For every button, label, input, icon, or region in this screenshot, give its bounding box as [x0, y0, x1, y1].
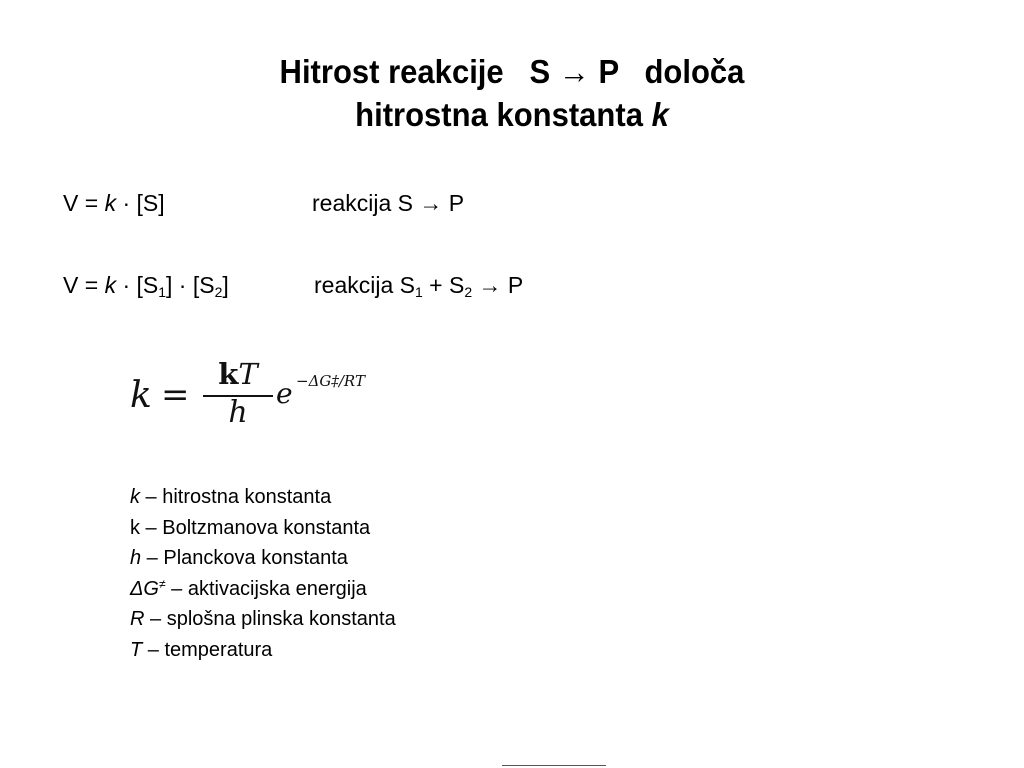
legend-symbol: h	[130, 547, 142, 569]
exponential-base: e	[276, 377, 293, 410]
subscript: 2	[464, 284, 473, 300]
legend-item	[130, 482, 396, 513]
formula-denominator: h	[228, 395, 248, 430]
temperature-symbol: T	[238, 357, 258, 391]
legend-symbol: ΔG	[130, 577, 159, 600]
legend-superscript: ≠	[158, 576, 166, 591]
title-rate-constant-symbol: k	[651, 96, 669, 133]
formula-numerator	[202, 357, 274, 391]
rate-equation-lhs	[63, 270, 229, 300]
boltzmann-symbol: k	[218, 357, 239, 391]
legend-symbol: k	[130, 516, 140, 539]
substrate-concentration: · [S]	[116, 190, 165, 216]
legend-item	[130, 635, 396, 666]
legend-symbol: R	[130, 608, 145, 630]
legend-description: – Boltzmanova konstanta	[140, 516, 371, 539]
symbol-legend	[130, 482, 396, 665]
reaction-description: reakcija S → P	[312, 190, 465, 216]
exponent: −ΔG‡/RT	[296, 372, 365, 390]
legend-description: – Planckova konstanta	[141, 547, 348, 569]
legend-description: – splošna plinska konstanta	[144, 608, 396, 630]
legend-item	[130, 604, 396, 635]
subscript: 1	[414, 284, 423, 300]
title-line-2-text: hitrostna konstanta	[355, 96, 652, 133]
subscript: 1	[158, 284, 167, 300]
formula-lhs: k	[130, 375, 152, 416]
reaction-text: + S	[422, 272, 465, 298]
rate-equation-double	[63, 270, 524, 360]
legend-item	[130, 543, 396, 574]
legend-symbol: T	[130, 638, 143, 661]
velocity-symbol: V =	[63, 190, 105, 216]
slide-title	[31, 50, 994, 136]
legend-item	[130, 574, 396, 605]
rate-constant-symbol: k	[104, 190, 117, 216]
velocity-symbol: V =	[63, 272, 105, 298]
legend-description: – hitrostna konstanta	[140, 486, 332, 508]
legend-item	[130, 513, 396, 544]
title-line-1: Hitrost reakcije S → P določa	[279, 53, 745, 90]
reaction-text: → P	[472, 272, 524, 298]
title-line-2	[31, 93, 994, 136]
reaction-description	[314, 270, 523, 300]
legend-description: – temperatura	[142, 638, 273, 661]
legend-description: – aktivacijska energija	[165, 577, 367, 600]
eyring-equation	[130, 355, 400, 435]
substrate-1-bracket: · [S	[116, 272, 159, 298]
rate-constant-symbol: k	[104, 272, 117, 298]
subscript: 2	[214, 284, 223, 300]
rate-equation-lhs	[63, 188, 165, 218]
bottom-divider	[502, 765, 606, 766]
substrate-2-bracket: ] · [S	[166, 272, 215, 298]
reaction-text: reakcija S	[314, 272, 415, 298]
legend-symbol: k	[130, 486, 140, 508]
formula-equals: =	[161, 375, 190, 415]
rate-equation-single	[63, 188, 465, 278]
closing-bracket: ]	[222, 272, 229, 298]
